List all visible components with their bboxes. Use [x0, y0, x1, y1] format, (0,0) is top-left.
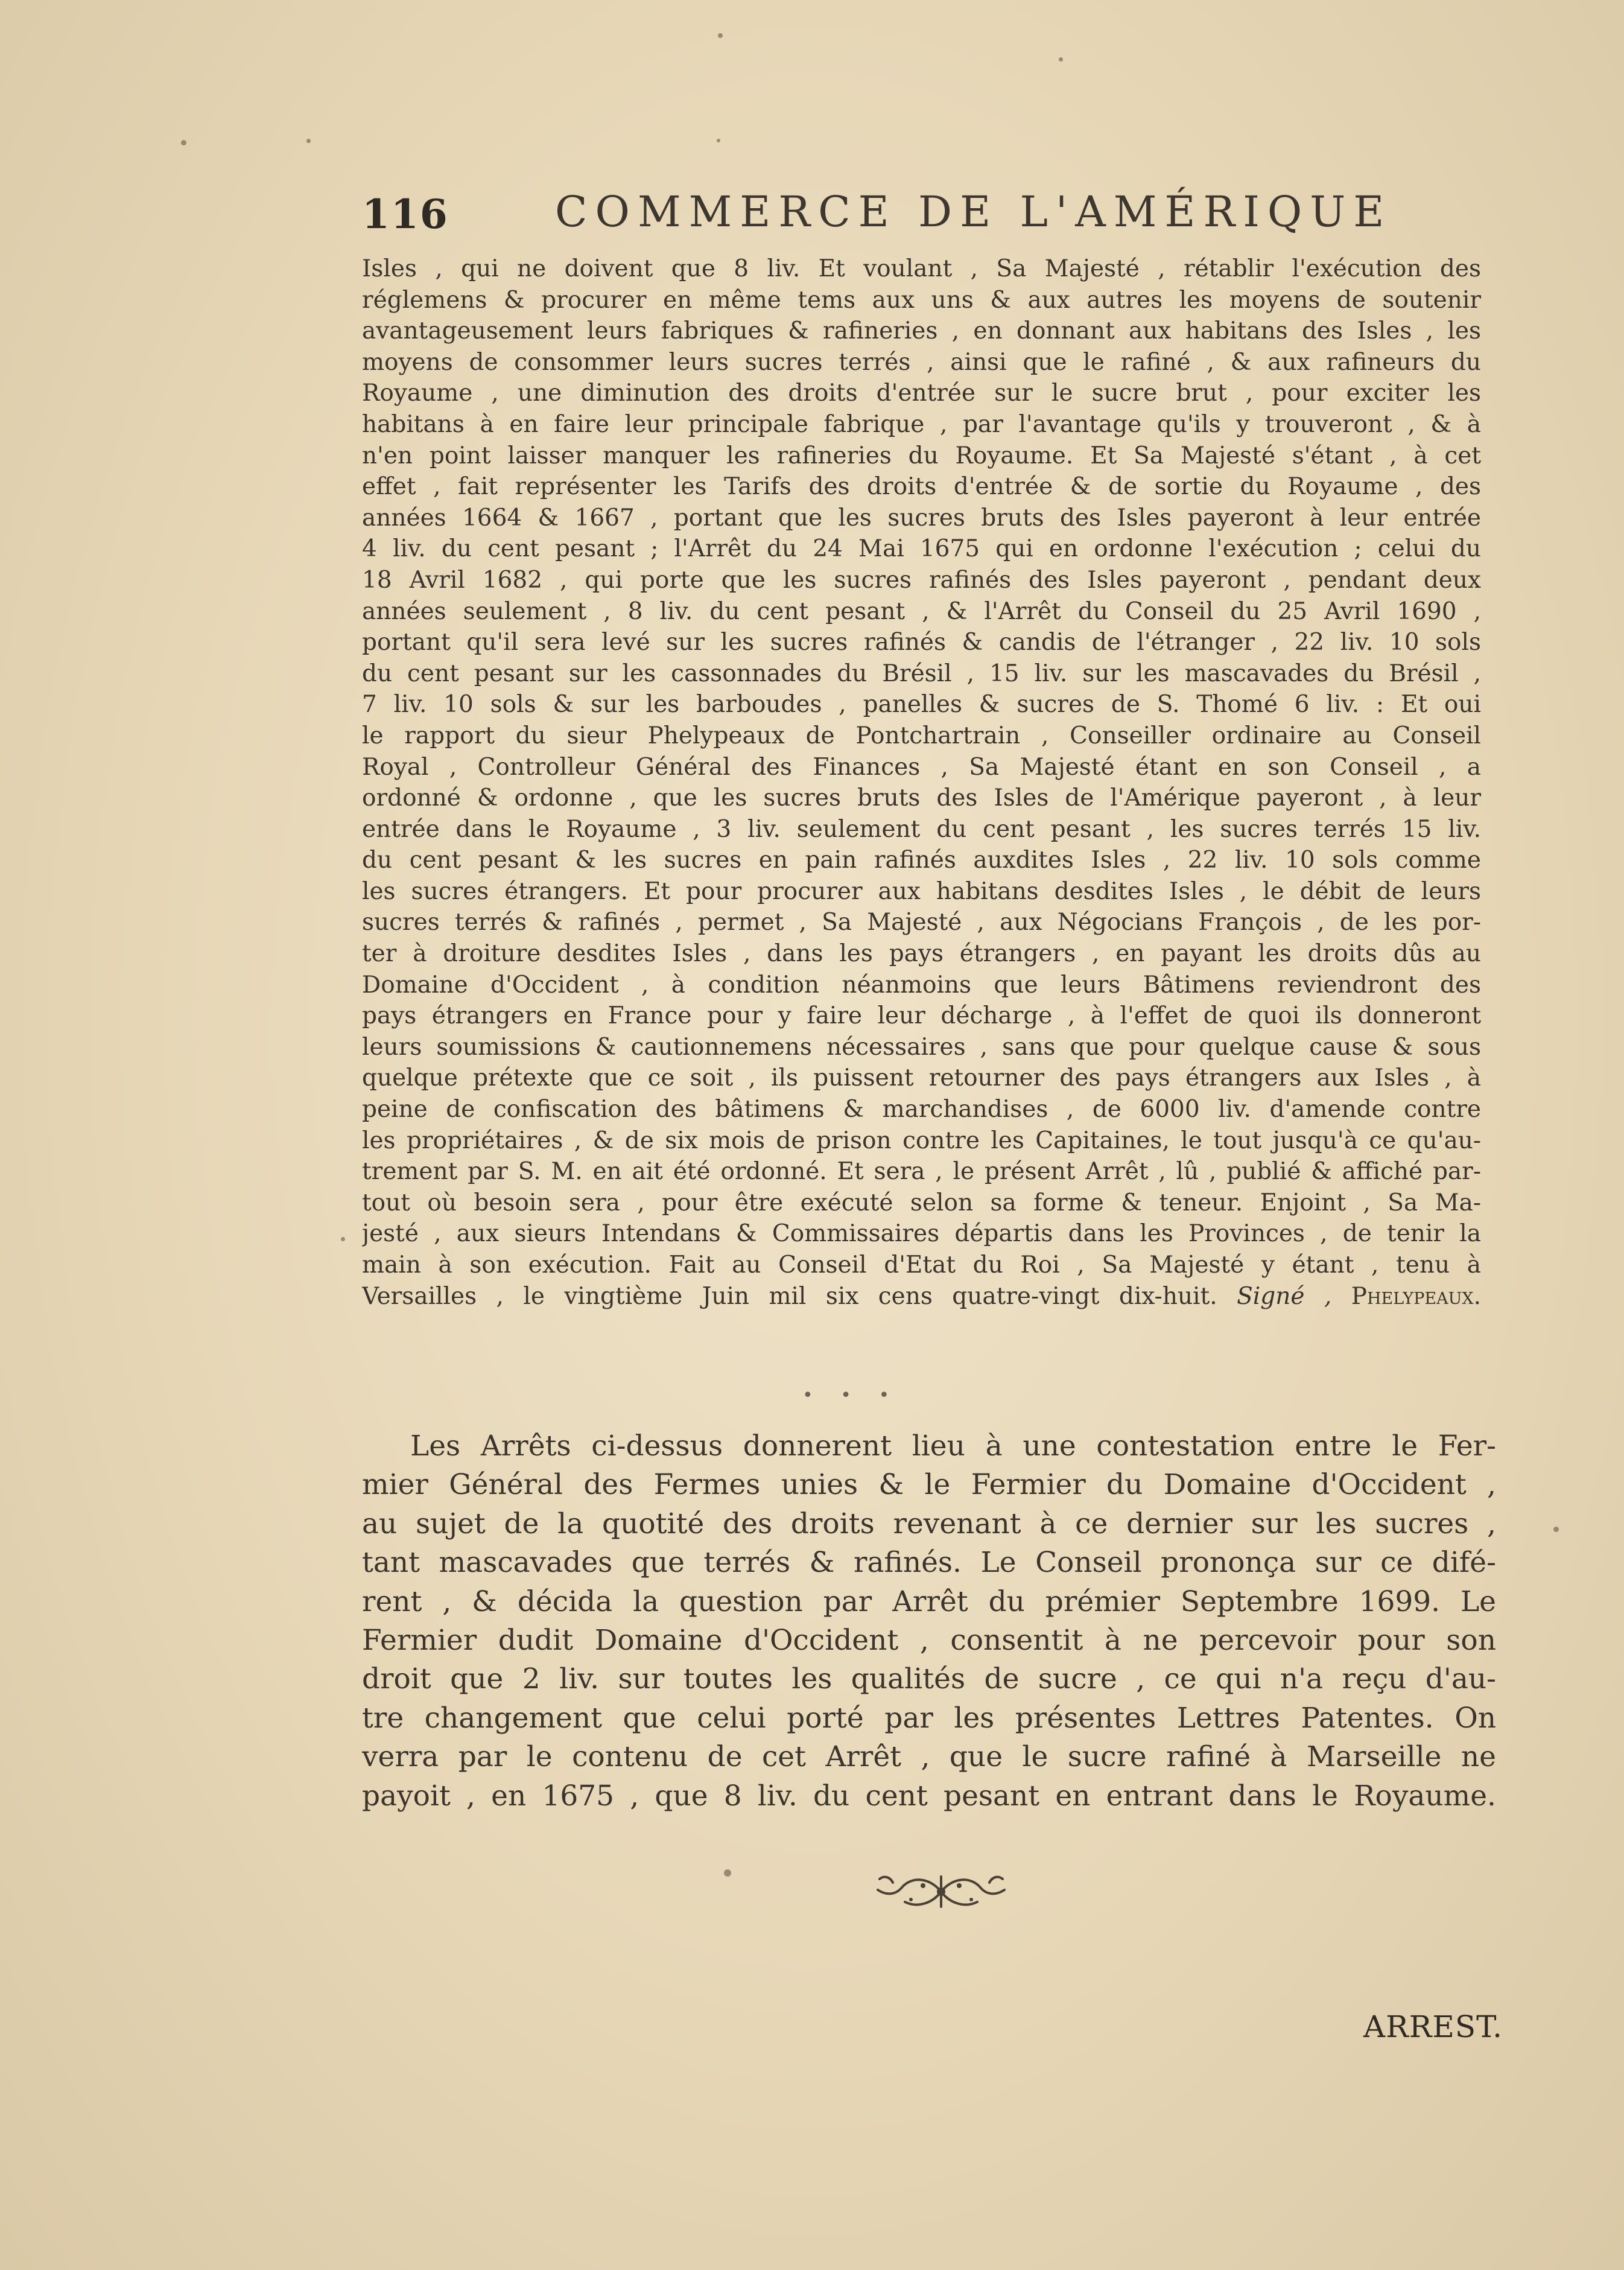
paper-speck [181, 140, 186, 145]
text-line: main à son exécution. Fait au Conseil d'Etat du Roi , Sa Majesté y étant , tenu à [362, 1251, 1481, 1279]
text-line: du cent pesant & les sucres en pain rafinés auxdites Isles , 22 liv. 10 sols comme [362, 847, 1481, 874]
closing-line [362, 1281, 1481, 1312]
commentary-line: tant mascavades que terrés & rafinés. Le Conseil prononça sur ce difé- [362, 1546, 1496, 1580]
text-line: années 1664 & 1667 , portant que les sucres bruts des Isles payeront à leur entrée [362, 504, 1481, 532]
text-line: habitans à en faire leur principale fabrique , par l'avantage qu'ils y trouveront , & à [362, 410, 1481, 438]
commentary-line-last: payoit , en 1675 , que 8 liv. du cent pesant en entrant dans le Royaume. [362, 1779, 1496, 1813]
text-line: jesté , aux sieurs Intendans & Commissaires départis dans les Provinces , de tenir la [362, 1220, 1481, 1248]
signature: Phelypeaux. [1351, 1282, 1481, 1310]
text-line: trement par S. M. en ait été ordonné. Et sera , le présent Arrêt , lû , publié & affiché par- [362, 1158, 1481, 1186]
page-number: 116 [362, 191, 449, 238]
text-line: n'en point laisser manquer les rafineries du Royaume. Et Sa Majesté s'étant , à cet [362, 442, 1481, 469]
text-line: pays étrangers en France pour y faire leur décharge , à l'effet de quoi ils donneront [362, 1002, 1481, 1030]
paper-speck [718, 33, 723, 38]
commentary-line: au sujet de la quotité des droits revenant à ce dernier sur les sucres , [362, 1507, 1496, 1540]
text-line: années seulement , 8 liv. du cent pesant , & l'Arrêt du Conseil du 25 Avril 1690 , [362, 597, 1481, 625]
paper-speck [724, 1869, 731, 1877]
commentary-line: droit que 2 liv. sur toutes les qualités de sucre , ce qui n'a reçu d'au- [362, 1662, 1496, 1696]
text-line: leurs soumissions & cautionnemens nécessaires , sans que pour quelque cause & sous [362, 1033, 1481, 1061]
commentary-line: mier Général des Fermes unies & le Fermier du Domaine d'Occident , [362, 1468, 1496, 1502]
text-line: Royaume , une diminution des droits d'entrée sur le sucre brut , pour exciter les [362, 380, 1481, 407]
paper-speck [341, 1237, 345, 1241]
section-separator: • • • [802, 1385, 901, 1406]
text-line: ordonné & ordonne , que les sucres bruts des Isles de l'Amérique payeront , à leur [362, 784, 1481, 812]
commentary-line: rent , & décida la question par Arrêt du prémier Septembre 1699. Le [362, 1585, 1496, 1618]
page-header [362, 187, 1538, 253]
text-line: réglemens & procurer en même tems aux uns & aux autres les moyens de soutenir [362, 286, 1481, 314]
paper-speck [1059, 57, 1063, 62]
running-head: COMMERCE DE L'AMÉRIQUE [555, 187, 1392, 237]
text-line: les sucres étrangers. Et pour procurer aux habitans desdites Isles , le débit de leurs [362, 877, 1481, 905]
text-line: Domaine d'Occident , à condition néanmoins que leurs Bâtimens reviendront des [362, 971, 1481, 999]
text-line: du cent pesant sur les cassonnades du Brésil , 15 liv. sur les mascavades du Brésil , [362, 660, 1481, 687]
text-line: avantageusement leurs fabriques & rafineries , en donnant aux habitans des Isles , les [362, 317, 1481, 345]
text-line: ter à droiture desdites Isles , dans les pays étrangers , en payant les droits dûs au [362, 940, 1481, 968]
paper-speck [1553, 1527, 1559, 1532]
text-line: tout où besoin sera , pour être exécuté selon sa forme & teneur. Enjoint , Sa Ma- [362, 1189, 1481, 1216]
catchword: ARREST. [1363, 2009, 1503, 2044]
text-line: Isles , qui ne doivent que 8 liv. Et voulant , Sa Majesté , rétablir l'exécution des [362, 255, 1481, 282]
fleuron-ornament-icon [869, 1865, 1013, 1919]
text-line: les propriétaires , & de six mois de prison contre les Capitaines, le tout jusqu'à ce qu'au- [362, 1127, 1481, 1154]
text-line: entrée dans le Royaume , 3 liv. seulement du cent pesant , les sucres terrés 15 liv. [362, 815, 1481, 843]
text-line: moyens de consommer leurs sucres terrés , ainsi que le rafiné , & aux rafineurs du [362, 348, 1481, 376]
text-line: sucres terrés & rafinés , permet , Sa Majesté , aux Négocians François , de les por- [362, 909, 1481, 936]
text-line: 4 liv. du cent pesant ; l'Arrêt du 24 Mai 1675 qui en ordonne l'exécution ; celui du [362, 535, 1481, 563]
commentary-line: verra par le contenu de cet Arrêt , que le sucre rafiné à Marseille ne [362, 1740, 1496, 1774]
signed-label: Signé , [1237, 1282, 1332, 1310]
text-line: 7 liv. 10 sols & sur les barboudes , panelles & sucres de S. Thomé 6 liv. : Et oui [362, 691, 1481, 719]
commentary-paragraph [362, 1427, 1496, 1816]
commentary-line: tre changement que celui porté par les présentes Lettres Patentes. On [362, 1701, 1496, 1735]
text-line: le rapport du sieur Phelypeaux de Pontchartrain , Conseiller ordinaire au Conseil [362, 722, 1481, 749]
text-line: portant qu'il sera levé sur les sucres rafinés & candis de l'étranger , 22 liv. 10 sols [362, 629, 1481, 657]
paper-speck [717, 139, 720, 142]
commentary-line: Fermier dudit Domaine d'Occident , consentit à ne percevoir pour son [362, 1623, 1496, 1657]
text-line: effet , fait représenter les Tarifs des droits d'entrée & de sortie du Royaume , des [362, 473, 1481, 501]
arret-text-block [362, 253, 1481, 1312]
closing-date-text: Versailles , le vingtième Juin mil six cens quatre-vingt dix-huit. [362, 1282, 1217, 1310]
text-line: quelque prétexte que ce soit , ils puissent retourner des pays étrangers aux Isles , à [362, 1064, 1481, 1092]
text-line: 18 Avril 1682 , qui porte que les sucres rafinés des Isles payeront , pendant deux [362, 566, 1481, 594]
text-line: peine de confiscation des bâtimens & marchandises , de 6000 liv. d'amende contre [362, 1096, 1481, 1124]
commentary-line: Les Arrêts ci-dessus donnerent lieu à une contestation entre le Fer- [410, 1429, 1496, 1463]
text-line: Royal , Controlleur Général des Finances , Sa Majesté étant en son Conseil , a [362, 753, 1481, 781]
paper-speck [306, 139, 311, 143]
